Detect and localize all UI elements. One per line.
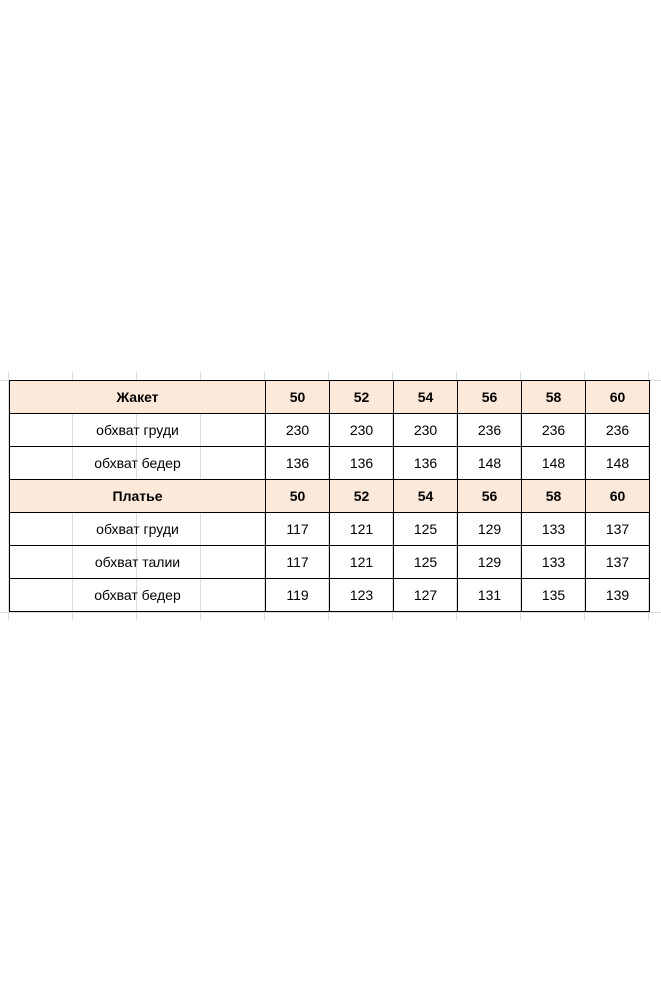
value-cell: 129 (458, 546, 522, 579)
value-cell: 135 (522, 579, 586, 612)
value-cell: 148 (522, 447, 586, 480)
value-cell: 148 (458, 447, 522, 480)
value-cell: 123 (330, 579, 394, 612)
size-cell: 54 (394, 480, 458, 513)
jacket-title: Жакет (10, 381, 266, 414)
value-cell: 119 (266, 579, 330, 612)
value-cell: 133 (522, 546, 586, 579)
row-label: обхват талии (10, 546, 266, 579)
value-cell: 236 (522, 414, 586, 447)
size-cell: 56 (458, 381, 522, 414)
table-row (10, 513, 650, 546)
jacket-header-row (10, 381, 650, 414)
size-cell: 54 (394, 381, 458, 414)
size-cell: 52 (330, 381, 394, 414)
value-cell: 137 (586, 513, 650, 546)
table-row (10, 414, 650, 447)
row-label: обхват груди (10, 414, 266, 447)
dress-title: Платье (10, 480, 266, 513)
value-cell: 125 (394, 546, 458, 579)
row-label: обхват бедер (10, 447, 266, 480)
value-cell: 236 (458, 414, 522, 447)
value-cell: 230 (266, 414, 330, 447)
size-cell: 60 (586, 480, 650, 513)
value-cell: 148 (586, 447, 650, 480)
table-row (10, 447, 650, 480)
value-cell: 230 (394, 414, 458, 447)
size-cell: 58 (522, 381, 586, 414)
value-cell: 230 (330, 414, 394, 447)
table-row (10, 546, 650, 579)
value-cell: 127 (394, 579, 458, 612)
value-cell: 136 (394, 447, 458, 480)
value-cell: 117 (266, 546, 330, 579)
value-cell: 131 (458, 579, 522, 612)
size-cell: 58 (522, 480, 586, 513)
dress-header-row (10, 480, 650, 513)
row-label: обхват бедер (10, 579, 266, 612)
size-cell: 52 (330, 480, 394, 513)
size-chart-table (9, 380, 650, 612)
value-cell: 133 (522, 513, 586, 546)
value-cell: 137 (586, 546, 650, 579)
row-label: обхват груди (10, 513, 266, 546)
value-cell: 125 (394, 513, 458, 546)
value-cell: 121 (330, 546, 394, 579)
table-row (10, 579, 650, 612)
size-cell: 56 (458, 480, 522, 513)
value-cell: 139 (586, 579, 650, 612)
value-cell: 136 (330, 447, 394, 480)
value-cell: 129 (458, 513, 522, 546)
size-cell: 50 (266, 381, 330, 414)
size-cell: 50 (266, 480, 330, 513)
value-cell: 236 (586, 414, 650, 447)
value-cell: 117 (266, 513, 330, 546)
value-cell: 136 (266, 447, 330, 480)
value-cell: 121 (330, 513, 394, 546)
size-cell: 60 (586, 381, 650, 414)
